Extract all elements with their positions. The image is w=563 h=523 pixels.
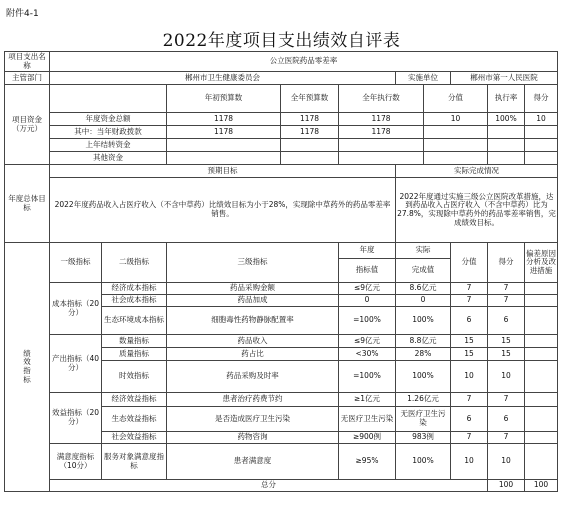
goals-actual-text: 2022年度通过实施三级公立医院改革措施，达到药品收入占医疗收入（不含中草药）比为27.8%，实现除中草药外的药品零差率销售，完成绩效目标。 <box>396 178 558 243</box>
funds-row-name: 上年结转资金 <box>50 139 167 152</box>
indicator-score-value: 7 <box>451 393 488 407</box>
indicator-target: ≥1亿元 <box>339 393 396 407</box>
ind-header-score: 得分 <box>488 243 525 283</box>
indicator-level2: 经济成本指标 <box>102 283 167 295</box>
ind-header-target: 指标值 <box>339 259 396 283</box>
evaluation-table <box>4 51 558 492</box>
indicator-score: 6 <box>488 407 525 432</box>
indicator-actual: 100% <box>396 307 451 335</box>
dept-value: 郴州市卫生健康委员会 <box>50 72 396 85</box>
funds-row-initial <box>167 152 281 165</box>
indicator-score-value: 15 <box>451 348 488 361</box>
page-title: 2022年度项目支出绩效自评表 <box>162 31 401 51</box>
ind-header-level2: 二级指标 <box>102 243 167 283</box>
funds-row-executed <box>339 139 424 152</box>
impl-value: 郴州市第一人民医院 <box>451 72 558 85</box>
indicator-level2: 时效指标 <box>102 361 167 393</box>
funds-row-score-value <box>424 152 488 165</box>
funds-row-executed: 1178 <box>339 126 424 139</box>
indicator-score: 7 <box>488 432 525 444</box>
indicator-reason <box>525 393 558 407</box>
indicator-reason <box>525 335 558 348</box>
indicator-level2: 社会效益指标 <box>102 432 167 444</box>
indicator-actual: 28% <box>396 348 451 361</box>
funds-row-initial: 1178 <box>167 126 281 139</box>
indicator-score: 7 <box>488 393 525 407</box>
indicator-level3: 药品收入 <box>167 335 339 348</box>
indicator-row <box>5 283 558 295</box>
funds-header-score: 得分 <box>525 85 558 113</box>
indicator-level2: 经济效益指标 <box>102 393 167 407</box>
indicator-actual: 0 <box>396 295 451 307</box>
indicator-reason <box>525 283 558 295</box>
indicator-target: ≤9亿元 <box>339 335 396 348</box>
indicator-score-value: 10 <box>451 361 488 393</box>
funds-row-score <box>525 152 558 165</box>
indicator-row <box>5 444 558 480</box>
project-name-label: 项目支出名称 <box>5 52 50 72</box>
indicator-actual: 8.6亿元 <box>396 283 451 295</box>
indicator-score: 7 <box>488 283 525 295</box>
funds-row-score <box>525 126 558 139</box>
funds-header-initial: 年初预算数 <box>167 85 281 113</box>
funds-row-initial <box>167 139 281 152</box>
indicator-score: 15 <box>488 348 525 361</box>
funds-row-score-value <box>424 139 488 152</box>
goals-actual-label: 实际完成情况 <box>396 165 558 178</box>
project-name-value: 公立医院药品零差率 <box>50 52 558 72</box>
indicator-actual: 100% <box>396 361 451 393</box>
funds-row-name: 年度资金总额 <box>50 113 167 126</box>
funds-row-name: 其中：当年财政拨款 <box>50 126 167 139</box>
funds-header-blank <box>50 85 167 113</box>
indicator-target: ≥900例 <box>339 432 396 444</box>
ind-header-reason: 偏差原因分析及改进措施 <box>525 243 558 283</box>
indicators-section-text: 绩 效 指 标 <box>23 348 31 384</box>
attachment-label: 附件4-1 <box>6 9 39 19</box>
ind-header-annual: 年度 <box>339 243 396 259</box>
ind-header-level1: 一级指标 <box>50 243 102 283</box>
indicator-score-value: 6 <box>451 307 488 335</box>
indicator-target: =100% <box>339 307 396 335</box>
indicators-section-label <box>5 243 50 492</box>
funds-row-name: 其他资金 <box>50 152 167 165</box>
total-label: 总分 <box>50 480 488 492</box>
indicator-level3: 药品采购及时率 <box>167 361 339 393</box>
ind-header-level3: 三级指标 <box>167 243 339 283</box>
indicator-actual: 1.26亿元 <box>396 393 451 407</box>
indicator-level3: 患者满意度 <box>167 444 339 480</box>
indicator-level3: 药品采购金额 <box>167 283 339 295</box>
indicator-target: =100% <box>339 361 396 393</box>
indicator-level3: 细胞毒性药物静脉配置率 <box>167 307 339 335</box>
indicator-reason <box>525 361 558 393</box>
indicator-score: 15 <box>488 335 525 348</box>
indicator-level2: 生态环境成本指标 <box>102 307 167 335</box>
indicator-target: <30% <box>339 348 396 361</box>
funds-header-executed: 全年执行数 <box>339 85 424 113</box>
funds-row-full-year: 1178 <box>281 113 339 126</box>
funds-row-rate: 100% <box>488 113 525 126</box>
total-score: 100 <box>525 480 558 492</box>
indicator-score-value: 7 <box>451 295 488 307</box>
indicator-group-name: 产出指标（40分） <box>50 335 102 393</box>
indicator-level3: 是否造成医疗卫生污染 <box>167 407 339 432</box>
indicator-target: ≤9亿元 <box>339 283 396 295</box>
funds-row-full-year <box>281 152 339 165</box>
indicator-level2: 质量指标 <box>102 348 167 361</box>
funds-row-rate <box>488 152 525 165</box>
funds-label: 项目资金（万元） <box>5 85 50 165</box>
indicator-level2: 生态效益指标 <box>102 407 167 432</box>
indicator-group-name: 满意度指标（10分） <box>50 444 102 480</box>
indicator-reason <box>525 348 558 361</box>
impl-label: 实施单位 <box>396 72 451 85</box>
indicator-actual: 983例 <box>396 432 451 444</box>
goals-label: 年度总体目标 <box>5 165 50 243</box>
indicator-level2: 数量指标 <box>102 335 167 348</box>
dept-label: 主管部门 <box>5 72 50 85</box>
indicator-row <box>5 335 558 348</box>
indicator-actual: 8.8亿元 <box>396 335 451 348</box>
funds-row-score-value <box>424 126 488 139</box>
indicator-reason <box>525 432 558 444</box>
funds-row-rate <box>488 139 525 152</box>
funds-row-full-year <box>281 139 339 152</box>
indicator-score: 6 <box>488 307 525 335</box>
total-row <box>5 480 558 492</box>
indicator-actual: 无医疗卫生污染 <box>396 407 451 432</box>
funds-row-score <box>525 139 558 152</box>
indicator-level3: 药品加成 <box>167 295 339 307</box>
ind-header-actual: 完成值 <box>396 259 451 283</box>
funds-row-executed <box>339 152 424 165</box>
funds-header-rate: 执行率 <box>488 85 525 113</box>
ind-header-actual-top: 实际 <box>396 243 451 259</box>
indicator-actual: 100% <box>396 444 451 480</box>
indicator-level2: 社会成本指标 <box>102 295 167 307</box>
indicator-score: 10 <box>488 444 525 480</box>
indicator-reason <box>525 295 558 307</box>
funds-row-score: 10 <box>525 113 558 126</box>
indicator-score: 10 <box>488 361 525 393</box>
funds-row-score-value: 10 <box>424 113 488 126</box>
indicator-reason <box>525 307 558 335</box>
funds-row-executed: 1178 <box>339 113 424 126</box>
total-score-value: 100 <box>488 480 525 492</box>
funds-row-rate <box>488 126 525 139</box>
indicator-target: 无医疗卫生污染 <box>339 407 396 432</box>
indicator-target: 0 <box>339 295 396 307</box>
funds-header-score-value: 分值 <box>424 85 488 113</box>
indicator-level3: 患者治疗药费节约 <box>167 393 339 407</box>
ind-header-score-value: 分值 <box>451 243 488 283</box>
indicator-reason <box>525 407 558 432</box>
indicator-score-value: 7 <box>451 283 488 295</box>
funds-row-initial: 1178 <box>167 113 281 126</box>
indicator-score-value: 10 <box>451 444 488 480</box>
indicator-score-value: 6 <box>451 407 488 432</box>
indicator-row <box>5 393 558 407</box>
indicator-score: 7 <box>488 295 525 307</box>
indicator-level2: 服务对象满意度指标 <box>102 444 167 480</box>
indicator-group-name: 效益指标（20分） <box>50 393 102 444</box>
indicator-group-name: 成本指标（20分） <box>50 283 102 335</box>
indicator-score-value: 7 <box>451 432 488 444</box>
indicator-target: ≥95% <box>339 444 396 480</box>
funds-header-full-year: 全年预算数 <box>281 85 339 113</box>
indicator-level3: 药物咨询 <box>167 432 339 444</box>
indicator-level3: 药占比 <box>167 348 339 361</box>
funds-row-full-year: 1178 <box>281 126 339 139</box>
goals-expected-label: 预期目标 <box>50 165 396 178</box>
indicator-reason <box>525 444 558 480</box>
goals-expected-text: 2022年度药品收入占医疗收入（不含中草药）比绩效目标为小于28%，实现除中草药外的药品零差率销售。 <box>50 178 396 243</box>
indicator-score-value: 15 <box>451 335 488 348</box>
